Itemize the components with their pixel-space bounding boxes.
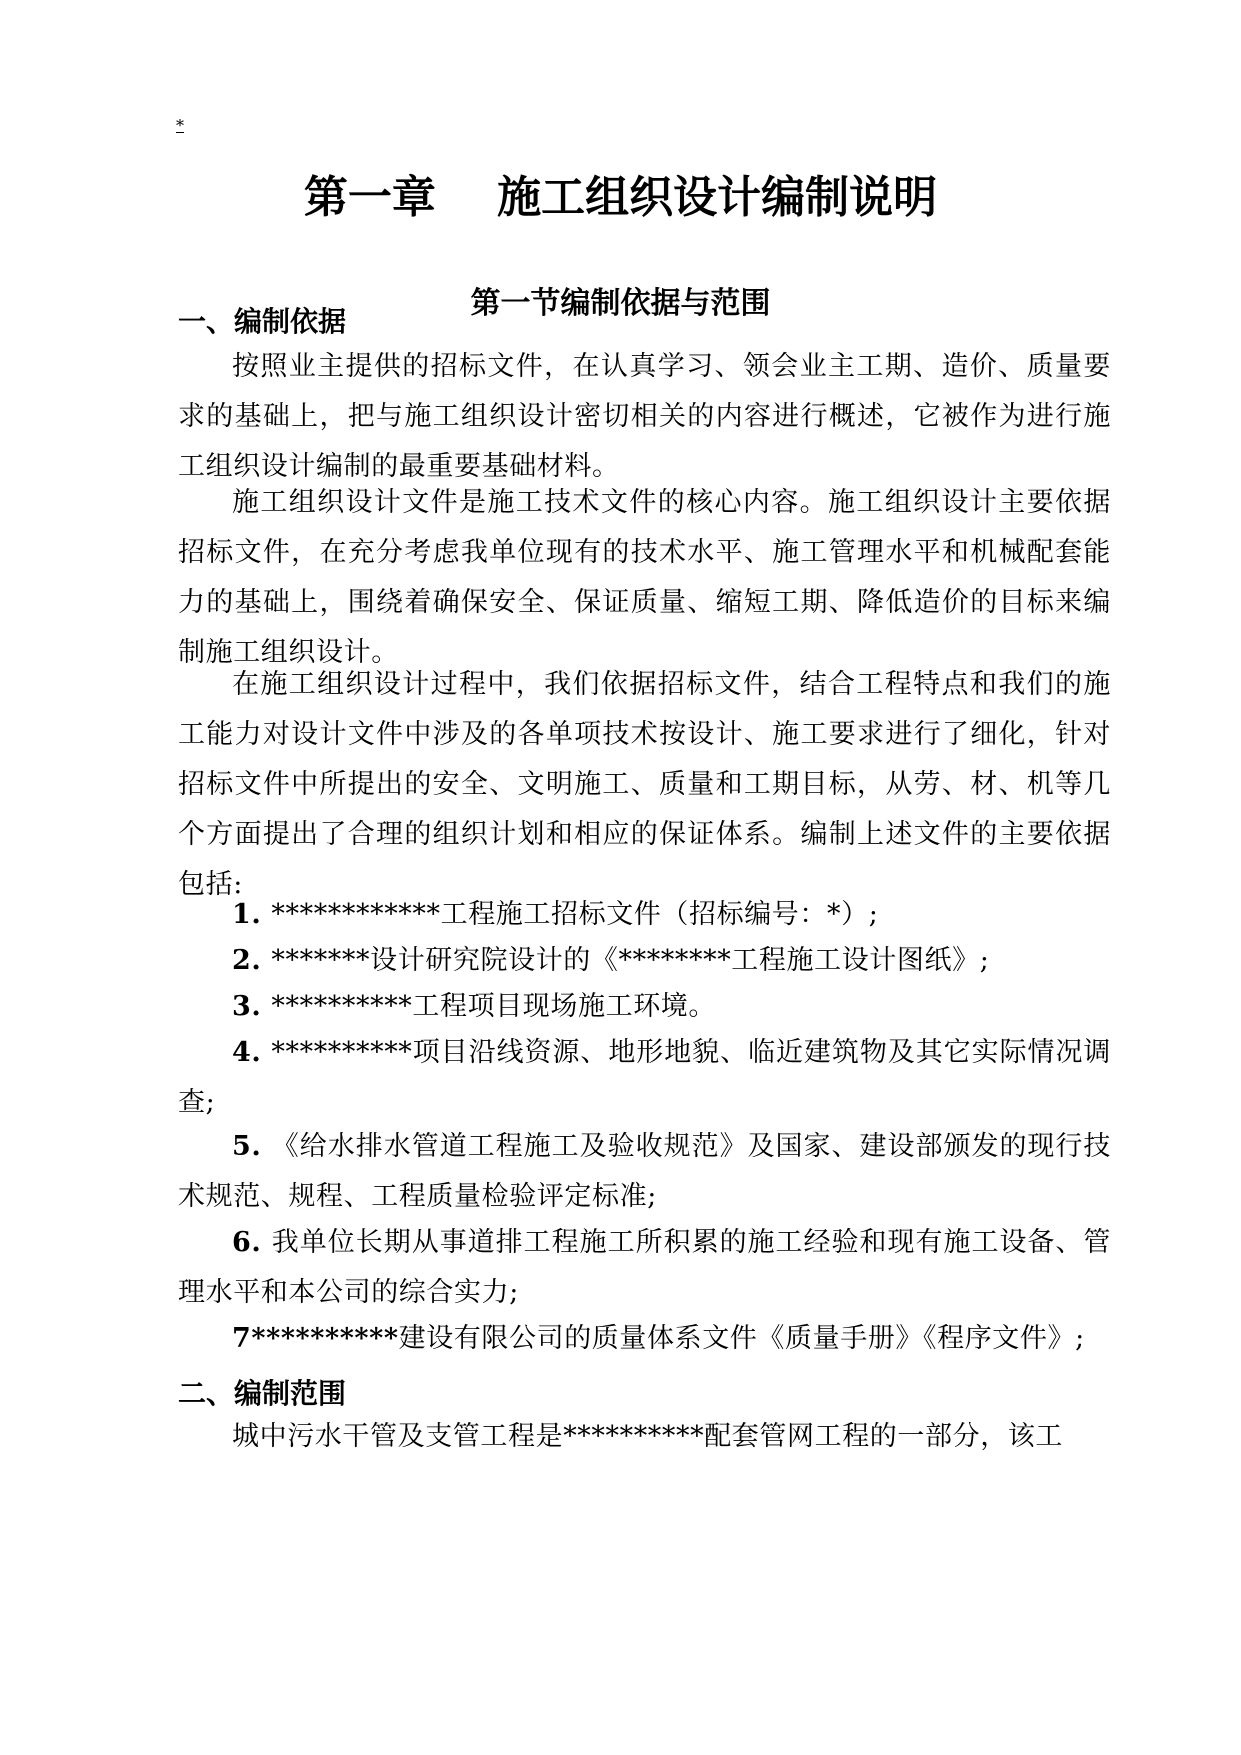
list-item-text: ************工程施工招标文件（招标编号：*）;	[271, 899, 879, 930]
list-item-6	[178, 1218, 1111, 1318]
list-item-text: 我单位长期从事道排工程施工所积累的施工经验和现有施工设备、管理水平和本公司的综合实力;	[178, 1227, 1111, 1308]
list-item-text: 建设有限公司的质量体系文件《质量手册》《程序文件》;	[398, 1323, 1085, 1354]
list-item-text: **********工程项目现场施工环境。	[271, 991, 716, 1022]
top-mark: *	[176, 116, 184, 135]
paragraph-3: 在施工组织设计过程中，我们依据招标文件，结合工程特点和我们的施工能力对设计文件中涉及的各单项技术按设计、施工要求进行了细化，针对招标文件中所提出的安全、文明施工、质量和工期目标，从劳、材、机等几个方面提出了合理的组织计划和相应的保证体系。编制上述文件的主要依据包括:	[178, 669, 1111, 900]
chapter-title: 第一章 施工组织设计编制说明	[303, 172, 938, 223]
list-item-4	[178, 1028, 1111, 1128]
list-item-number: 6.	[232, 1227, 262, 1258]
list-item-7	[178, 1314, 1111, 1364]
list-item-number: 4.	[232, 1037, 262, 1068]
list-item-text: *******设计研究院设计的《********工程施工设计图纸》;	[271, 945, 990, 976]
list-item-number: 2.	[232, 945, 262, 976]
paragraph-1: 按照业主提供的招标文件，在认真学习、领会业主工期、造价、质量要求的基础上，把与施工组织设计密切相关的内容进行概述，它被作为进行施工组织设计编制的最重要基础材料。	[178, 351, 1111, 482]
list-item-text: 《给水排水管道工程施工及验收规范》及国家、建设部颁发的现行技术规范、规程、工程质量检验评定标准;	[178, 1131, 1111, 1212]
paragraph-4: 城中污水干管及支管工程是**********配套管网工程的一部分，该工	[232, 1421, 1063, 1452]
section-title: 第一节编制依据与范围	[470, 286, 771, 321]
list-item-5	[178, 1122, 1111, 1222]
list-item-lead: 7**********	[232, 1323, 399, 1354]
list-item-number: 3.	[232, 991, 262, 1022]
list-item-number: 5.	[232, 1131, 262, 1162]
list-item-3	[178, 982, 1111, 1032]
list-item-1	[178, 890, 1111, 940]
heading-scope: 二、编制范围	[178, 1377, 347, 1410]
list-item-number: 1.	[232, 899, 262, 930]
list-item-2	[178, 936, 1111, 986]
list-item-text: **********项目沿线资源、地形地貌、临近建筑物及其它实际情况调查;	[178, 1037, 1111, 1118]
paragraph-2: 施工组织设计文件是施工技术文件的核心内容。施工组织设计主要依据招标文件，在充分考虑我单位现有的技术水平、施工管理水平和机械配套能力的基础上，围绕着确保安全、保证质量、缩短工期、降低造价的目标来编制施工组织设计。	[178, 487, 1111, 668]
heading-basis: 一、编制依据	[178, 305, 347, 338]
